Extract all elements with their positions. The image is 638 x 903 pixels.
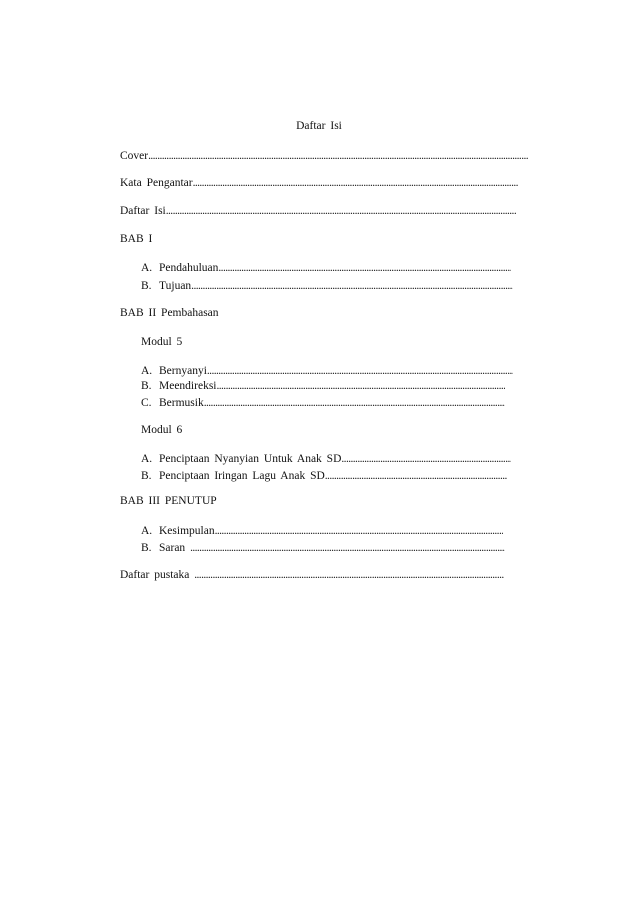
- toc-leader-dots: [207, 364, 513, 378]
- toc-entry-label: Daftar Isi: [120, 205, 166, 217]
- list-marker: A.: [141, 525, 153, 537]
- toc-entry-kesimpulan: [141, 524, 503, 538]
- toc-entry-label: [141, 261, 218, 275]
- toc-entry-label: [141, 396, 204, 410]
- toc-entry-label: Kata Pengantar: [120, 177, 193, 189]
- toc-entry-meendireksi: [141, 379, 505, 393]
- toc-entry-text: Bermusik: [159, 397, 204, 409]
- toc-entry-text: Pendahuluan: [159, 262, 219, 274]
- toc-module-6: Modul 6: [141, 424, 183, 436]
- toc-leader-dots: [215, 524, 503, 538]
- list-marker: B.: [141, 380, 152, 392]
- toc-entry-text: Bernyanyi: [159, 365, 207, 377]
- list-marker: B.: [141, 470, 152, 482]
- list-marker: A.: [141, 262, 153, 274]
- list-marker: A.: [141, 453, 153, 465]
- toc-entry-penciptaan-iringan: [141, 469, 507, 483]
- toc-entry-text: Penciptaan Iringan Lagu Anak SD: [159, 470, 325, 482]
- toc-entry-kata-pengantar: [120, 176, 518, 190]
- toc-entry-penciptaan-nyanyian: [141, 452, 511, 466]
- list-marker: B.: [141, 280, 152, 292]
- toc-entry-pendahuluan: [141, 261, 511, 275]
- list-marker: C.: [141, 397, 152, 409]
- list-marker: A.: [141, 365, 153, 377]
- toc-entry-label: [120, 568, 194, 582]
- toc-entry-text: Meendireksi: [159, 380, 217, 392]
- toc-entry-text: Tujuan: [159, 280, 192, 292]
- toc-entry-daftar-isi: [120, 204, 516, 218]
- toc-entry-saran: [141, 541, 505, 555]
- toc-entry-label: [141, 469, 325, 483]
- toc-entry-tujuan: [141, 279, 513, 293]
- toc-leader-dots: [191, 279, 513, 293]
- toc-entry-label: [141, 524, 215, 538]
- toc-leader-dots: [190, 541, 505, 555]
- toc-entry-label: [141, 452, 341, 466]
- page-title: Daftar Isi: [296, 120, 342, 132]
- toc-entry-text: Penciptaan Nyanyian Untuk Anak SD: [159, 453, 342, 465]
- toc-leader-dots: [166, 204, 516, 218]
- toc-entry-label: Cover: [120, 150, 149, 162]
- toc-entry-label: [141, 279, 191, 293]
- toc-entry-text: Daftar pustaka: [120, 569, 190, 581]
- toc-entry-daftar-pustaka: [120, 568, 504, 582]
- toc-leader-dots: [193, 176, 518, 190]
- toc-entry-label: [141, 379, 216, 393]
- toc-entry-bermusik: [141, 396, 505, 410]
- toc-chapter-bab-1: BAB I: [120, 233, 153, 245]
- toc-leader-dots: [216, 379, 505, 393]
- toc-chapter-bab-3: BAB III PENUTUP: [120, 495, 217, 507]
- toc-entry-cover: [120, 149, 528, 163]
- toc-leader-dots: [325, 469, 507, 483]
- toc-chapter-bab-2: BAB II Pembahasan: [120, 307, 219, 319]
- toc-leader-dots: [204, 396, 505, 410]
- toc-entry-label: [141, 541, 190, 555]
- toc-leader-dots: [194, 568, 504, 582]
- toc-leader-dots: [341, 452, 511, 466]
- toc-leader-dots: [218, 261, 511, 275]
- toc-entry-text: Kesimpulan: [159, 525, 215, 537]
- toc-leader-dots: [148, 149, 528, 163]
- toc-module-5: Modul 5: [141, 336, 183, 348]
- toc-entry-bernyanyi: [141, 364, 513, 378]
- toc-entry-text: Saran: [159, 542, 186, 554]
- toc-entry-label: [141, 364, 207, 378]
- list-marker: B.: [141, 542, 152, 554]
